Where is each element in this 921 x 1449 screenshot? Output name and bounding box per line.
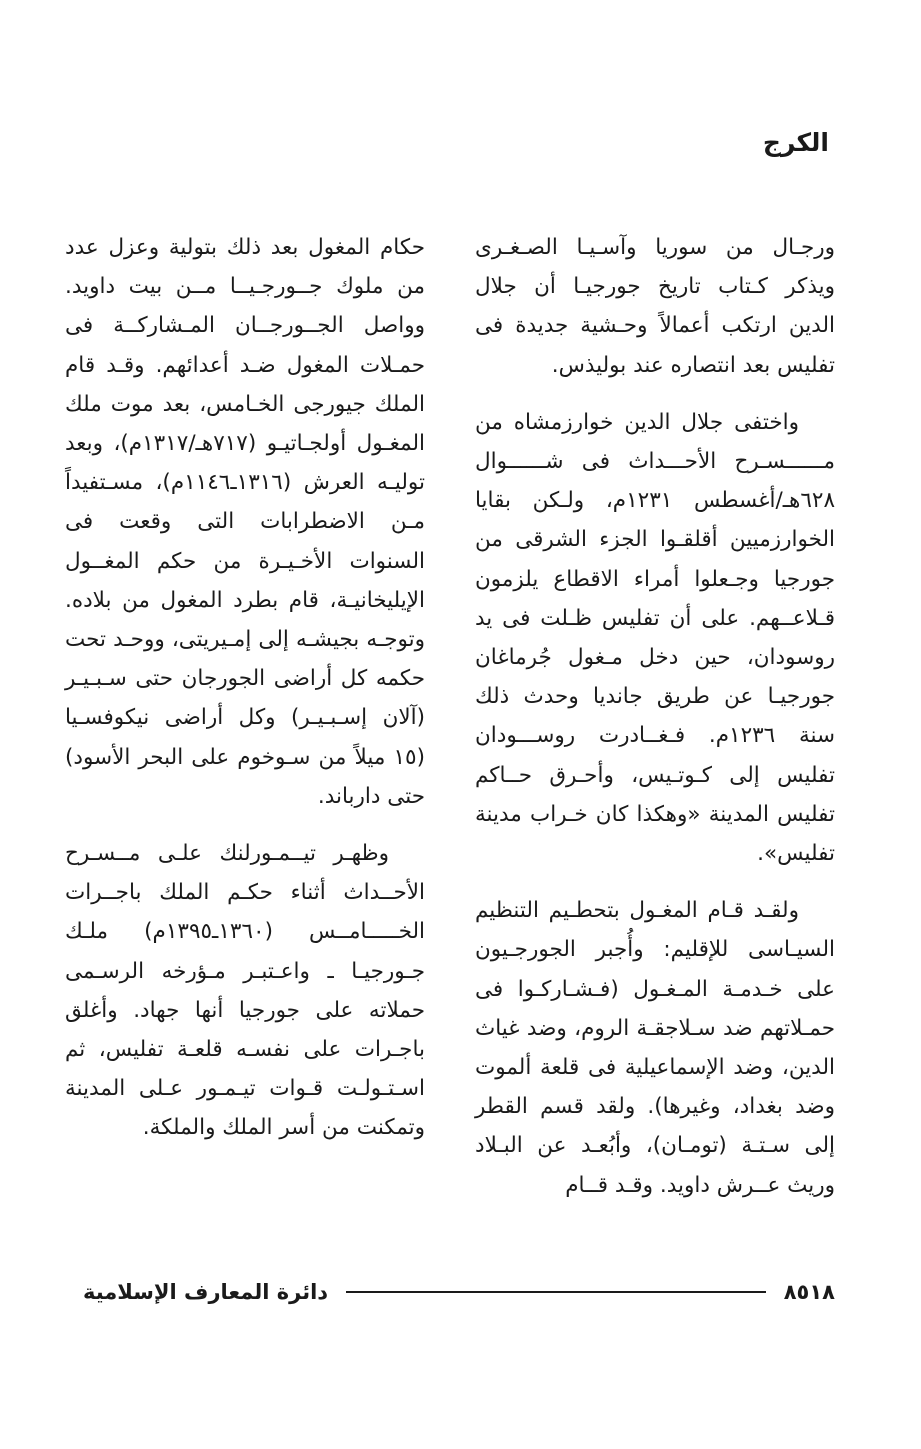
running-header: الكرج	[762, 128, 829, 157]
page-number: ٨٥١٨	[783, 1280, 835, 1304]
right-column	[475, 228, 835, 1205]
footer-divider	[346, 1291, 766, 1293]
paragraph: ولقـد قـام المغـول بتحطـيم التنظيم السيـاسى للإقليم: وأُجبر الجورجـيون على خـدمـة المـغـول (فـشـاركـوا فى حمـلاتهم ضد سـلاجقـة الروم، وضد غياث الدين، وضد الإسماعيلية فى قلعة ألموت وضد بغداد، وغيرها). ولقد قسم القطر إلى سـتـة (تومـان)، وأبُعـد عن البـلاد وريث عــرش داويد. وقـد قــام	[475, 898, 835, 1198]
paragraph: وظهـر تيــمـورلنك علـى مــسـرح الأحــداث أثناء حكـم الملك باجــرات الخـــــامــس (١٣٦٠ـ١٣٩٥م) ملـك جـورجيـا ـ واعـتبـر مـؤرخه الرسـمى حملاته على جورجيا أنها جهاد. وأغلق باجـرات على نفسـه قلعـة تفليس، ثم اسـتـولـت قـوات تيـمـور عـلى المدينة وتمكنت من أسر الملك والملكة.	[65, 841, 425, 1141]
left-column	[65, 228, 425, 1148]
paragraph: حكام المغول بعد ذلك بتولية وعزل عدد من ملوك جــورجـيــا مــن بيت داويد. وواصل الجــورجــان المـشاركــة فى حمـلات المغول ضـد أعدائهم. وقـد قام الملك جيورجى الخـامس، بعد موت ملك المغـول أولجـاتيـو (٧١٧هـ/١٣١٧م)، وبعد توليـه العرش (١٣١٦ـ١١٤٦م)، مسـتفيداً مـن الاضطرابات التى وقعت فى السنوات الأخـيـرة من حكم المغــول الإيليخانيـة، قام بطرد المغول من بلاده. وتوجـه بجيشـه إلى إمـيريتى، ووحـد تحت حكمه كل أراضى الجورجان حتى سـبـيـر (آلان إسـبـيـر) وكل أراضى نيكوفسـيا (١٥ ميلاً من سـوخوم على البحر الأسود) حتى دارباند.	[65, 235, 425, 809]
journal-name: دائرة المعارف الإسلامية	[83, 1280, 329, 1304]
page-footer	[83, 1280, 835, 1304]
paragraph: ورجـال من سوريا وآسـيـا الصـغـرى ويذكر كـتاب تاريخ جورجيـا أن جلال الدين ارتكب أعمالاً وحـشية جديدة فى تفليس بعد انتصاره عند بوليذس.	[475, 235, 835, 378]
paragraph: واختفى جلال الدين خوارزمشاه من مــــــسـرح الأحـــداث فى شــــــوال ٦٢٨هـ/أغسطس ١٢٣١م، ولـكن بقايا الخوارزميين أقلقـوا الجزء الشرقى من جورجيا وجـعلوا أمراء الاقطاع يلزمون قـلاعــهم. على أن تفليس ظـلت فى يد روسودان، حين دخل مـغول جُرماغان جورجيـا عن طريق جانديا وحدث ذلك سنة ١٢٣٦م. فـغــادرت روســـودان تفليس إلى كـوتـيس، وأحـرق حــاكم تفليس المدينة «وهكذا كان خـراب مدينة تفليس».	[475, 409, 835, 867]
